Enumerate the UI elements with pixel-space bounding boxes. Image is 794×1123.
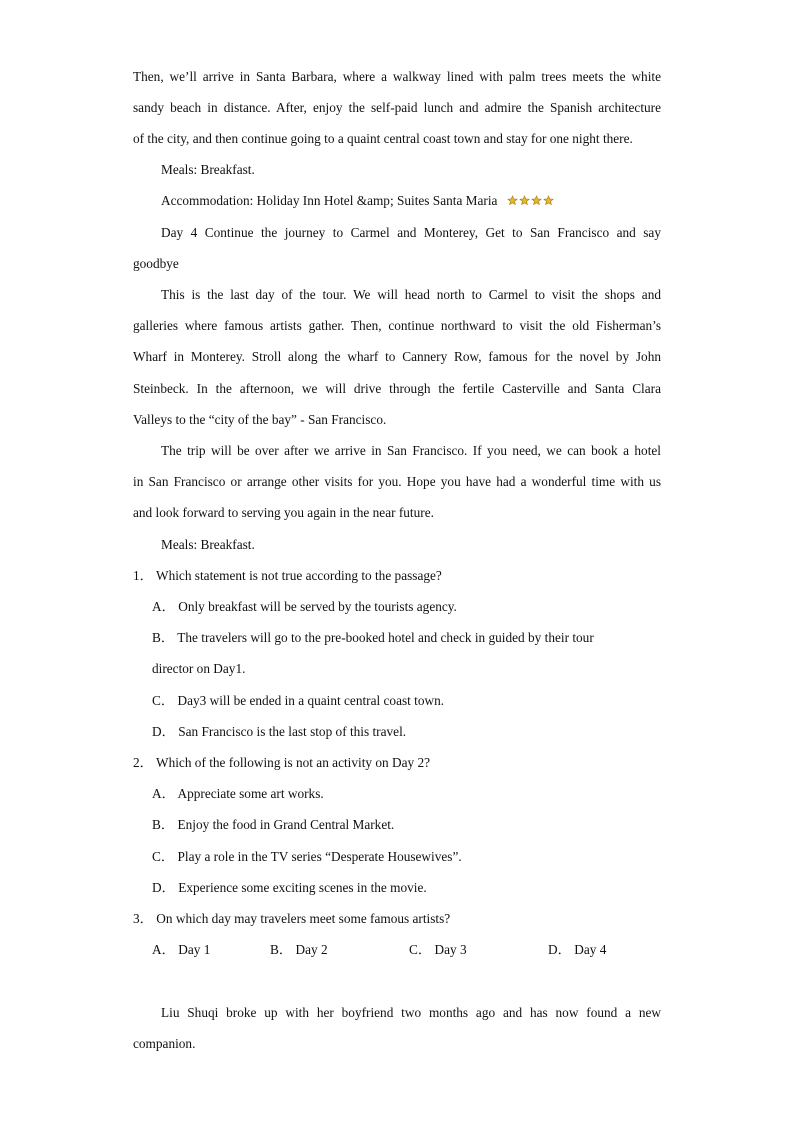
passage-line: sandy beach in distance. After, enjoy the self-paid lunch and admire the Spanish architecture [133,100,661,115]
question-2-stem: 2． Which of the following is not an activity on Day 2? [133,755,431,770]
question-2-option-b: B． Enjoy the food in Grand Central Market. [152,817,395,832]
next-passage-line: Liu Shuqi broke up with her boyfriend two months ago and has now found a new [161,1005,661,1020]
star-icon [507,195,518,206]
accommodation-text: Accommodation: Holiday Inn Hotel &amp; Suites Santa Maria [161,193,498,208]
accommodation-line [161,192,661,211]
question-3-option-a: A． Day 1 [152,942,211,957]
question-2-option-c: C． Play a role in the TV series “Desperate Housewives”. [152,849,462,864]
passage-line: Then, we’ll arrive in Santa Barbara, where a walkway lined with palm trees meets the white [133,69,661,84]
star-rating [507,193,555,211]
star-icon [519,195,530,206]
question-1-option-b-cont: director on Day1. [152,661,246,676]
closing-para-line: in San Francisco or arrange other visits for you. Hope you have had a wonderful time with us [133,474,661,489]
meals-day3: Meals: Breakfast. [161,162,255,177]
question-1-option-d: D． San Francisco is the last stop of this travel. [152,724,407,739]
day4-title-cont: goodbye [133,256,179,271]
day4-para-line: This is the last day of the tour. We will head north to Carmel to visit the shops and [161,287,661,302]
day4-para-line: galleries where famous artists gather. Then, continue northward to visit the old Fisherman’s [133,318,661,333]
question-1-option-a: A． Only breakfast will be served by the tourists agency. [152,599,457,614]
closing-para-line: The trip will be over after we arrive in San Francisco. If you need, we can book a hotel [161,443,661,458]
question-1-option-b: B． The travelers will go to the pre-booked hotel and check in guided by their tour [152,630,594,645]
question-1-stem: 1． Which statement is not true according to the passage? [133,568,442,583]
question-3-options [152,941,662,959]
meals-day4: Meals: Breakfast. [161,537,255,552]
star-icon [543,195,554,206]
question-2-option-d: D． Experience some exciting scenes in the movie. [152,880,427,895]
next-passage-line: companion. [133,1036,196,1051]
star-icon [531,195,542,206]
question-3-option-d: D． Day 4 [548,942,607,957]
question-3-option-b: B． Day 2 [270,942,328,957]
question-3-option-c: C． Day 3 [409,942,467,957]
closing-para-line: and look forward to serving you again in the near future. [133,505,434,520]
passage-line: of the city, and then continue going to a quaint central coast town and stay for one night there. [133,131,633,146]
question-1-option-c: C． Day3 will be ended in a quaint central coast town. [152,693,445,708]
day4-para-line: Wharf in Monterey. Stroll along the wharf to Cannery Row, famous for the novel by John [133,349,661,364]
day4-para-line: Steinbeck. In the afternoon, we will drive through the fertile Casterville and Santa Clara [133,381,661,396]
question-3-stem: 3． On which day may travelers meet some famous artists? [133,911,451,926]
day4-title: Day 4 Continue the journey to Carmel and Monterey, Get to San Francisco and say [161,225,661,240]
day4-para-line: Valleys to the “city of the bay” - San Francisco. [133,412,387,427]
question-2-option-a: A． Appreciate some art works. [152,786,324,801]
